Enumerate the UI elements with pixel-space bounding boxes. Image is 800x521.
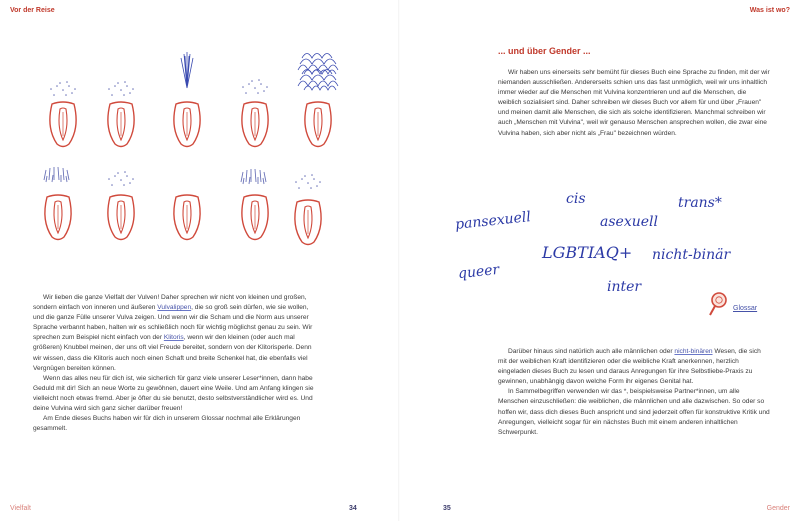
left-body-text <box>33 293 317 434</box>
footer-label-right: Gender <box>766 505 790 512</box>
paragraph: Wir haben uns einerseits sehr bemüht für dieses Buch eine Sprache zu finden, mit der wir niemanden ausschließen. Andererseits schien uns das fast unmöglich, weil wir uns inhaltlich immer wieder auf die Menschen mit Vulvina konzentrieren und auf die Menschen, die weiblich sozialisiert sind. Daher schreiben wir dieses Buch vor allem für und über „Frauen" und meinen damit alle Menschen, die sich als solche identifizieren. Manchmal schreiben wir auch „Menschen mit Vulvina", weil wir genauso Menschen ansprechen wollen, die zwar eine Vulvina haben, sich aber nicht als „Frau" bezeichnen würden. <box>498 69 770 137</box>
glossary-link-vulvalippen[interactable]: Vulvalippen <box>157 304 192 312</box>
handwritten-queer: queer <box>457 261 500 283</box>
handwritten-asexuell: asexuell <box>600 214 658 230</box>
paragraph: In Sammelbegriffen verwenden wir das *, beispielsweise Partner*innen, um alle Menschen einzuschließen: die weiblichen, die männlichen und alle dazwischen. So oder so hoffen wir, dass dich dieses Buch anspricht und sind jederzeit offen für konstruktive Kritik und Anregungen, vielleicht sogar für ein nächstes Buch mit einem anderen inhaltlichen Schwerpunkt. <box>498 388 770 436</box>
glossar-link[interactable]: Glossar <box>733 305 758 312</box>
handwritten-cis: cis <box>566 191 586 207</box>
handwritten-pansexuell: pansexuell <box>454 209 532 233</box>
running-head-right: Was ist wo? <box>749 7 790 14</box>
intro-text <box>498 68 770 139</box>
handwritten-nicht-binaer: nicht-binär <box>652 247 731 263</box>
glossary-link-klitoris[interactable]: Klitoris <box>163 334 184 342</box>
paragraph: Wenn das alles neu für dich ist, wie sicherlich für ganz viele unserer Leser*innen, dann habe Geduld mit dir! Sich an neue Worte zu gewöhnen, dauert eine Weile. Und am Anfang klingen sie vielleicht noch etwas fremd. Aber je öfter du sie benutzt, desto selbstverständlicher wird es. Und deine Vulvina wird sich ganz sicher darüber freuen! <box>33 374 314 413</box>
paragraph: Wir lieben die ganze Vielfalt der Vulven! Daher sprechen wir nicht von kleinen und großen, sondern einfach von inneren und äußeren Vulvalippen, die so groß sein dürfen, wie sie wollen, und die ganze Fülle unserer Vulva zeigen. Und wenn wir die Scham und die Norm aus unserer Sprache verbannt haben, halten wir es schließlich noch für wichtig möglichst genau zu sein. Wir sprechen zum Beispiel nicht einfach von der Klitoris, wenn wir den kleinen (oder auch mal größeren) Knubbel meinen, der uns oft viel Freude bereitet, sondern von der Klitorisperle. Denn wir wissen, dass die Klitoris auch noch einen Schaft und breite Schenkel hat, die ebenfalls viel Vergnügen bereiten können. <box>33 294 313 372</box>
paragraph: Am Ende dieses Buchs haben wir für dich in unserem Glossar nochmal alle Erklärungen gesammelt. <box>33 415 301 433</box>
outro-text <box>498 347 770 438</box>
handwritten-inter: inter <box>607 279 642 295</box>
magnifier-icon[interactable] <box>707 290 731 318</box>
running-head-left: Vor der Reise <box>10 7 55 14</box>
glossary-link-nicht-binaer[interactable]: nicht-binären <box>674 348 713 355</box>
section-heading: ... und über Gender ... <box>498 46 591 56</box>
handwritten-trans: trans* <box>678 195 722 211</box>
handwritten-lgbtiaq: LGBTIAQ+ <box>542 243 633 262</box>
paragraph: Darüber hinaus sind natürlich auch alle männlichen oder nicht-binären Wesen, die sich mit der weiblichen Kraft identifizieren oder die weibliche Kraft anerkennen, herzlich eingeladen dieses Buch zu lesen und daraus Anregungen für ihre Selbstliebe-Praxis zu gewinnen, unabhängig davon welche Form ihr eigenes Genital hat. <box>498 348 761 386</box>
page-number-right: 35 <box>443 505 451 512</box>
footer-label-left: Vielfalt <box>10 505 31 512</box>
page-number-left: 34 <box>349 505 357 512</box>
vulva-illustrations <box>0 0 400 270</box>
